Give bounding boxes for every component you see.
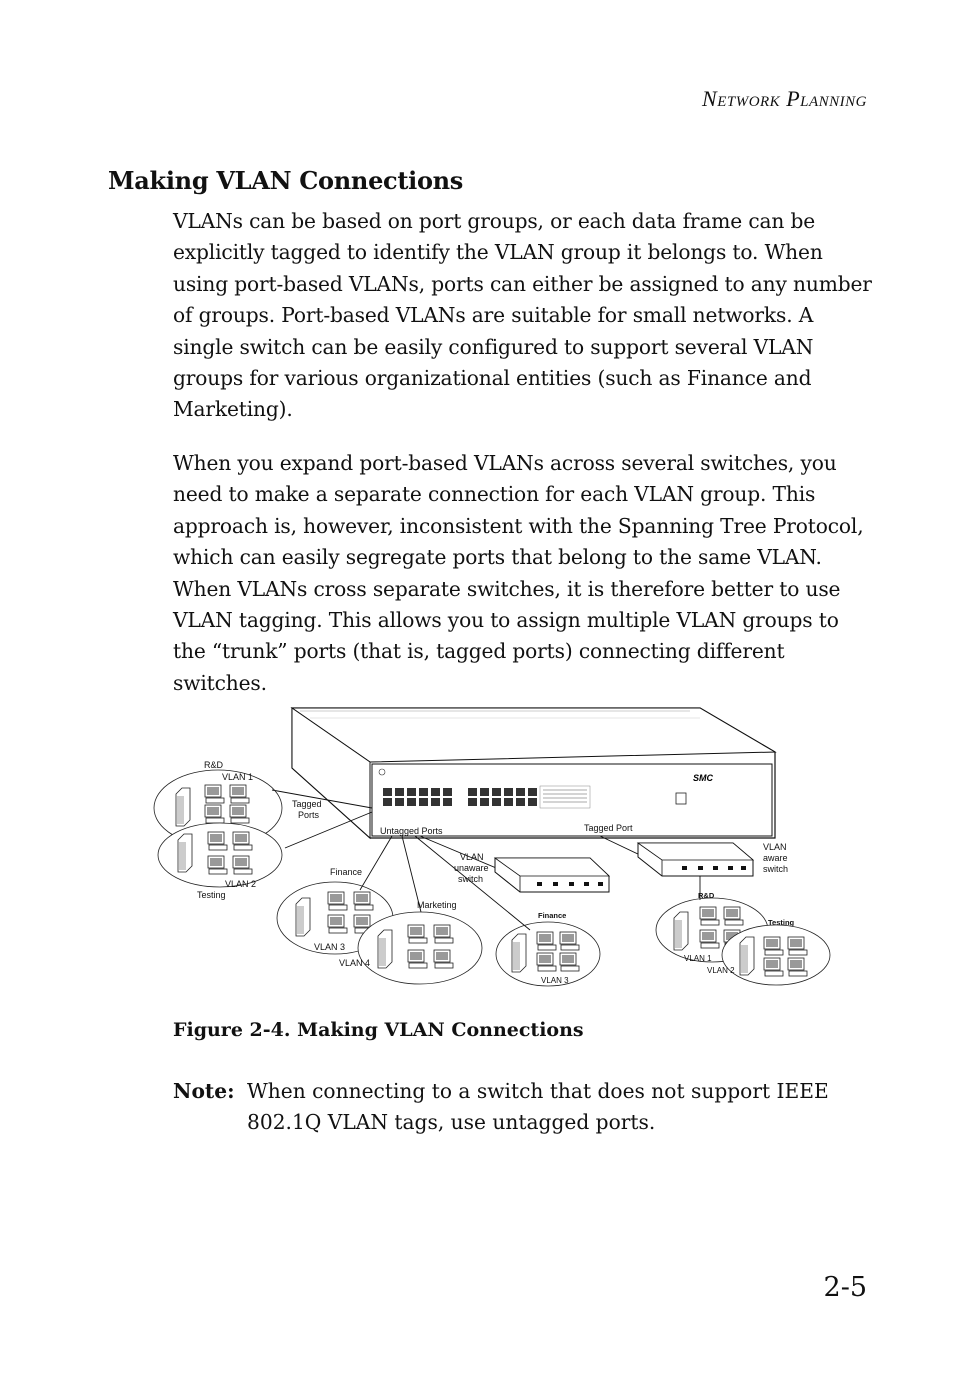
label-finance-b: Finance [538,911,567,920]
label-untagged-ports: Untagged Ports [380,826,443,836]
label-finance: Finance [330,867,363,877]
label-testing-b: Testing [768,918,795,927]
header-word-planning: LANNING [800,94,867,110]
label-vlan-unaware-2: unaware [454,863,489,873]
note-label: Note: [173,1079,235,1103]
label-vlan2-b: VLAN 2 [707,966,735,975]
vlan-unaware-switch [495,858,609,892]
label-rd-b: R&D [698,891,715,900]
header-initial-p: P [786,86,801,111]
label-rd: R&D [204,760,224,770]
label-vlan-aware-1: VLAN [763,842,787,852]
header-initial-n: N [702,86,718,111]
testing-vlan2-group [158,823,282,887]
marketing-vlan4-group [358,912,482,984]
note-text: When connecting to a switch that does not support IEEE 802.1Q VLAN tags, use untagged ports. [247,1079,829,1135]
label-vlan1: VLAN 1 [222,772,254,782]
label-tagged-port: Tagged Port [584,823,633,833]
label-vlan-unaware-3: switch [458,874,484,884]
label-vlan3: VLAN 3 [314,942,346,952]
smc-logo: SMC [693,773,713,783]
paragraph-2: When you expand port-based VLANs across several switches, you need to make a separate connection for each VLAN group. This approach is, however, inconsistent with the Spanning Tree Protocol, which can easily segregate ports that belong to the same VLAN. When VLANs cross separate switches, it is therefore better to use VLAN tagging. This allows you to assign multiple VLAN groups to the “trunk” ports (that is, tagged ports) connecting different switches. [173,451,864,695]
label-vlan4: VLAN 4 [339,958,371,968]
label-vlan3-b: VLAN 3 [541,976,569,985]
section-title: Making VLAN Connections [108,166,464,195]
label-tagged-ports-2: Ports [298,810,320,820]
label-tagged-ports-1: Tagged [292,799,322,809]
figure-caption: Figure 2-4. Making VLAN Connections [173,1019,584,1041]
label-vlan2: VLAN 2 [225,879,257,889]
label-vlan-unaware-1: VLAN [460,852,484,862]
paragraph-1: VLANs can be based on port groups, or each data frame can be explicitly tagged to identify the VLAN group it belongs to. When using port-based VLANs, ports can either be assigned to any number of groups. Port-based VLANs are suitable for small networks. A single switch can be easily configured to support several VLAN groups for various organizational entities (such as Finance and Marketing). [173,209,872,422]
label-vlan1-b: VLAN 1 [684,954,712,963]
header-word-network: ETWORK [717,94,781,110]
running-header [702,86,867,112]
main-switch [292,708,775,838]
vlan-connections-figure [150,706,870,996]
page-number: 2-5 [823,1272,867,1303]
label-vlan-aware-3: switch [763,864,789,874]
vlan-aware-switch [638,843,753,900]
testing-right-group [722,925,830,985]
label-vlan-aware-2: aware [763,853,788,863]
label-marketing: Marketing [417,900,457,910]
label-testing: Testing [197,890,226,900]
